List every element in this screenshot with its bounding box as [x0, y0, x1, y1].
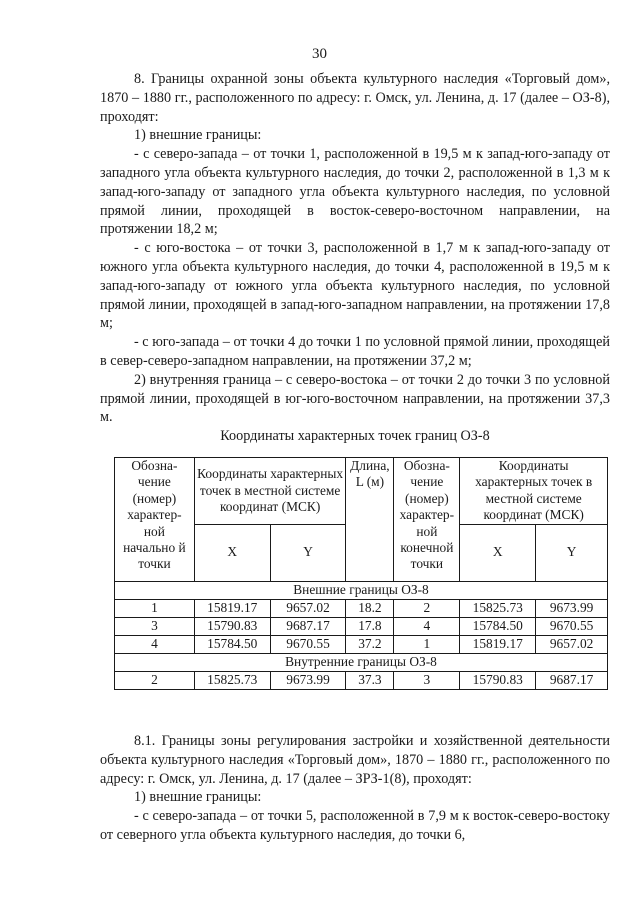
cell-length: 17.8: [346, 617, 394, 635]
paragraph: - с юго-востока – от точки 3, расположенной в 1,7 м к запад-юго-западу от южного угла объекта культурного наследия, до точки 4, расположенной в 19,5 м к запад-юго-западу от южного угла объекта культурного наследия, по условной прямой линии, проходящей в запад-юго-западном направлении, на протяжении 17,8 м;: [100, 240, 610, 332]
paragraph: - с северо-запада – от точки 1, расположенной в 19,5 м к запад-юго-западу от западного угла объекта культурного наследия, до точки 2, расположенной в 1,3 м к запад-юго-западу от западного угла объекта культурного наследия, по условной прямой линии, проходящей в восток-северо-восточном направлении, на протяжении 18,2 м;: [100, 146, 610, 238]
page-number: 30: [312, 46, 327, 62]
table-row: [115, 671, 608, 689]
cell-x2: 15784.50: [460, 617, 536, 635]
text-block-bottom: [100, 732, 610, 845]
cell-x2: 15790.83: [460, 671, 536, 689]
header-y: Y: [536, 524, 608, 581]
cell-x1: 15784.50: [194, 635, 270, 653]
section-outer: Внешние границы ОЗ-8: [115, 581, 608, 599]
paragraph: 1) внешние границы:: [134, 789, 262, 806]
cell-start-point: 3: [115, 617, 195, 635]
section-row: [115, 581, 608, 599]
cell-end-point: 2: [394, 599, 460, 617]
cell-start-point: 1: [115, 599, 195, 617]
cell-y2: 9673.99: [536, 599, 608, 617]
header-length: Длина, L (м): [346, 458, 394, 582]
cell-y2: 9687.17: [536, 671, 608, 689]
paragraph: - с юго-запада – от точки 4 до точки 1 по условной прямой линии, проходящей в север-северо-западном направлении, на протяжении 37,2 м;: [100, 334, 610, 369]
table-row: [115, 635, 608, 653]
section-inner: Внутренние границы ОЗ-8: [115, 653, 608, 671]
header-x: X: [194, 524, 270, 581]
header-coords-start: Координаты характерных точек в местной системе координат (МСК): [194, 458, 346, 525]
paragraph: 8. Границы охранной зоны объекта культурного наследия «Торговый дом», 1870 – 1880 гг., расположенного по адресу: г. Омск, ул. Ленина, д. 17 (далее – ОЗ-8), проходят:: [100, 71, 610, 125]
table-row: [115, 617, 608, 635]
cell-x1: 15825.73: [194, 671, 270, 689]
cell-end-point: 3: [394, 671, 460, 689]
cell-y2: 9657.02: [536, 635, 608, 653]
cell-length: 37.2: [346, 635, 394, 653]
cell-y2: 9670.55: [536, 617, 608, 635]
section-row: [115, 653, 608, 671]
coordinates-table: [114, 457, 608, 690]
cell-y1: 9687.17: [270, 617, 346, 635]
header-end-point: Обозна-чение (номер) характер-ной конечной точки: [394, 458, 460, 582]
cell-x2: 15819.17: [460, 635, 536, 653]
cell-x1: 15790.83: [194, 617, 270, 635]
cell-y1: 9673.99: [270, 671, 346, 689]
cell-start-point: 2: [115, 671, 195, 689]
cell-end-point: 1: [394, 635, 460, 653]
paragraph: 1) внешние границы:: [134, 127, 262, 144]
cell-length: 18.2: [346, 599, 394, 617]
paragraph: - с северо-запада – от точки 5, расположенной в 7,9 м к восток-северо-востоку от северного угла объекта культурного наследия, до точки 6,: [100, 808, 610, 843]
cell-x1: 15819.17: [194, 599, 270, 617]
header-start-point: Обозна-чение (номер) характер-ной начально й точки: [115, 458, 195, 582]
table-header-row: [115, 458, 608, 525]
cell-y1: 9670.55: [270, 635, 346, 653]
cell-end-point: 4: [394, 617, 460, 635]
cell-x2: 15825.73: [460, 599, 536, 617]
table-row: [115, 599, 608, 617]
cell-y1: 9657.02: [270, 599, 346, 617]
header-y: Y: [270, 524, 346, 581]
text-block-top: [100, 70, 610, 427]
header-x: X: [460, 524, 536, 581]
header-coords-end: Координаты характерных точек в местной системе координат (МСК): [460, 458, 608, 525]
table-caption: Координаты характерных точек границ ОЗ-8: [220, 428, 490, 444]
paragraph: 2) внутренняя граница – с северо-востока – от точки 2 до точки 3 по условной прямой линии, проходящей в юг-юго-восточном направлении, на протяжении 37,3 м.: [100, 371, 610, 426]
cell-length: 37.3: [346, 671, 394, 689]
paragraph: 8.1. Границы зоны регулирования застройки и хозяйственной деятельности объекта культурного наследия «Торговый дом», 1870 – 1880 гг., расположенного по адресу: г. Омск, ул. Ленина, д. 17 (далее – ЗРЗ-1(8), проходят:: [100, 733, 610, 787]
cell-start-point: 4: [115, 635, 195, 653]
